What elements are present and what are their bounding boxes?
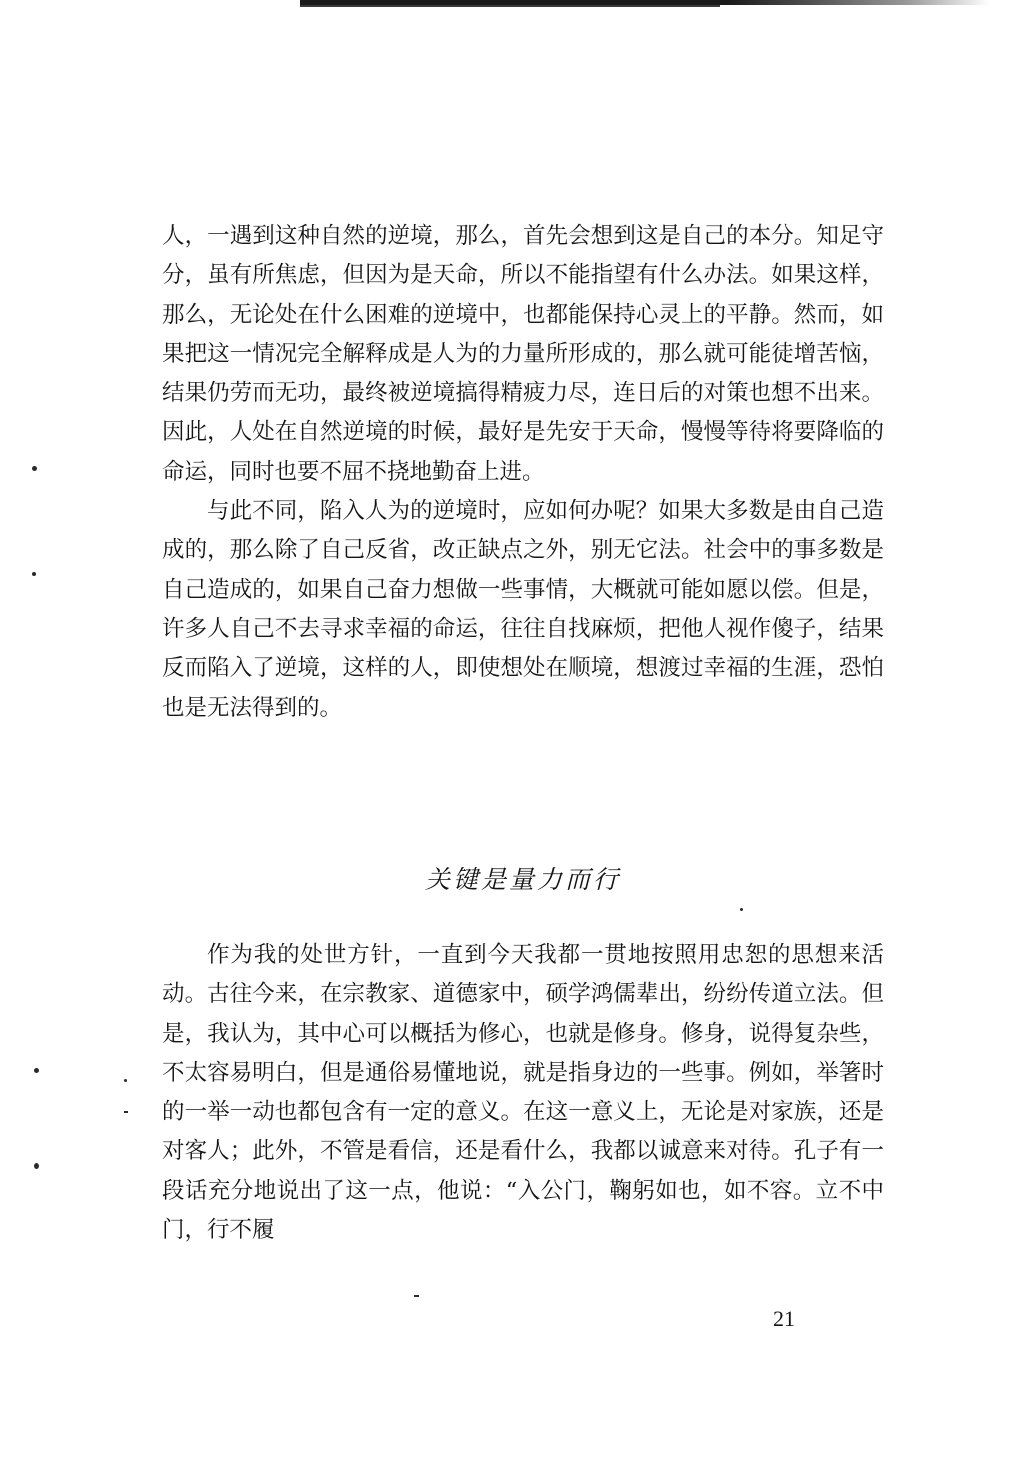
page-number: 21 [773, 1306, 795, 1331]
scan-speck [124, 1079, 127, 1082]
scan-speck [32, 466, 37, 471]
scan-speck [32, 572, 36, 576]
body-text-upper [162, 217, 884, 728]
scan-speck [414, 1295, 419, 1297]
body-text-lower [162, 936, 884, 1250]
scan-edge-artifact-thin [300, 5, 720, 7]
body-paragraph: 与此不同，陷入人为的逆境时，应如何办呢？如果大多数是由自己造成的，那么除了自己反省，改正缺点之外，别无它法。社会中的事多数是自己造成的，如果自己奋力想做一些事情，大概就可能如愿以偿。但是，许多人自己不去寻求幸福的命运，往往自找麻烦，把他人视作傻子，结果反而陷入了逆境，这样的人，即使想处在顺境，想渡过幸福的生涯，恐怕也是无法得到的。 [162, 498, 884, 721]
scan-speck [124, 1111, 128, 1113]
scan-speck [740, 908, 743, 911]
body-paragraph: 作为我的处世方针，一直到今天我都一贯地按照用忠恕的思想来活动。古往今来，在宗教家、道德家中，硕学鸿儒辈出，纷纷传道立法。但是，我认为，其中心可以概括为修心，也就是修身。修身，说得复杂些，不太容易明白，但是通俗易懂地说，就是指身边的一些事。例如，举箸时的一举一动也都包含有一定的意义。在这一意义上，无论是对家族，还是对客人；此外，不管是看信，还是看什么，我都以诚意来对待。孔子有一段话充分地说出了这一点，他说：“入公门，鞠躬如也，如不容。立不中门，行不履 [162, 942, 884, 1244]
scan-speck [34, 1068, 39, 1073]
body-paragraph: 人，一遇到这种自然的逆境，那么，首先会想到这是自己的本分。知足守分，虽有所焦虑，但因为是天命，所以不能指望有什么办法。如果这样，那么，无论处在什么困难的逆境中，也都能保持心灵上的平静。然而，如果把这一情况完全解释成是人为的力量所形成的，那么就可能徒增苦恼，结果仍劳而无功，最终被逆境搞得精疲力尽，连日后的对策也想不出来。因此，人处在自然逆境的时候，最好是先安于天命，慢慢等待将要降临的命运，同时也要不屈不挠地勤奋上进。 [162, 223, 884, 485]
section-heading: 关键是量力而行 [424, 865, 621, 894]
scan-speck [34, 1163, 39, 1169]
